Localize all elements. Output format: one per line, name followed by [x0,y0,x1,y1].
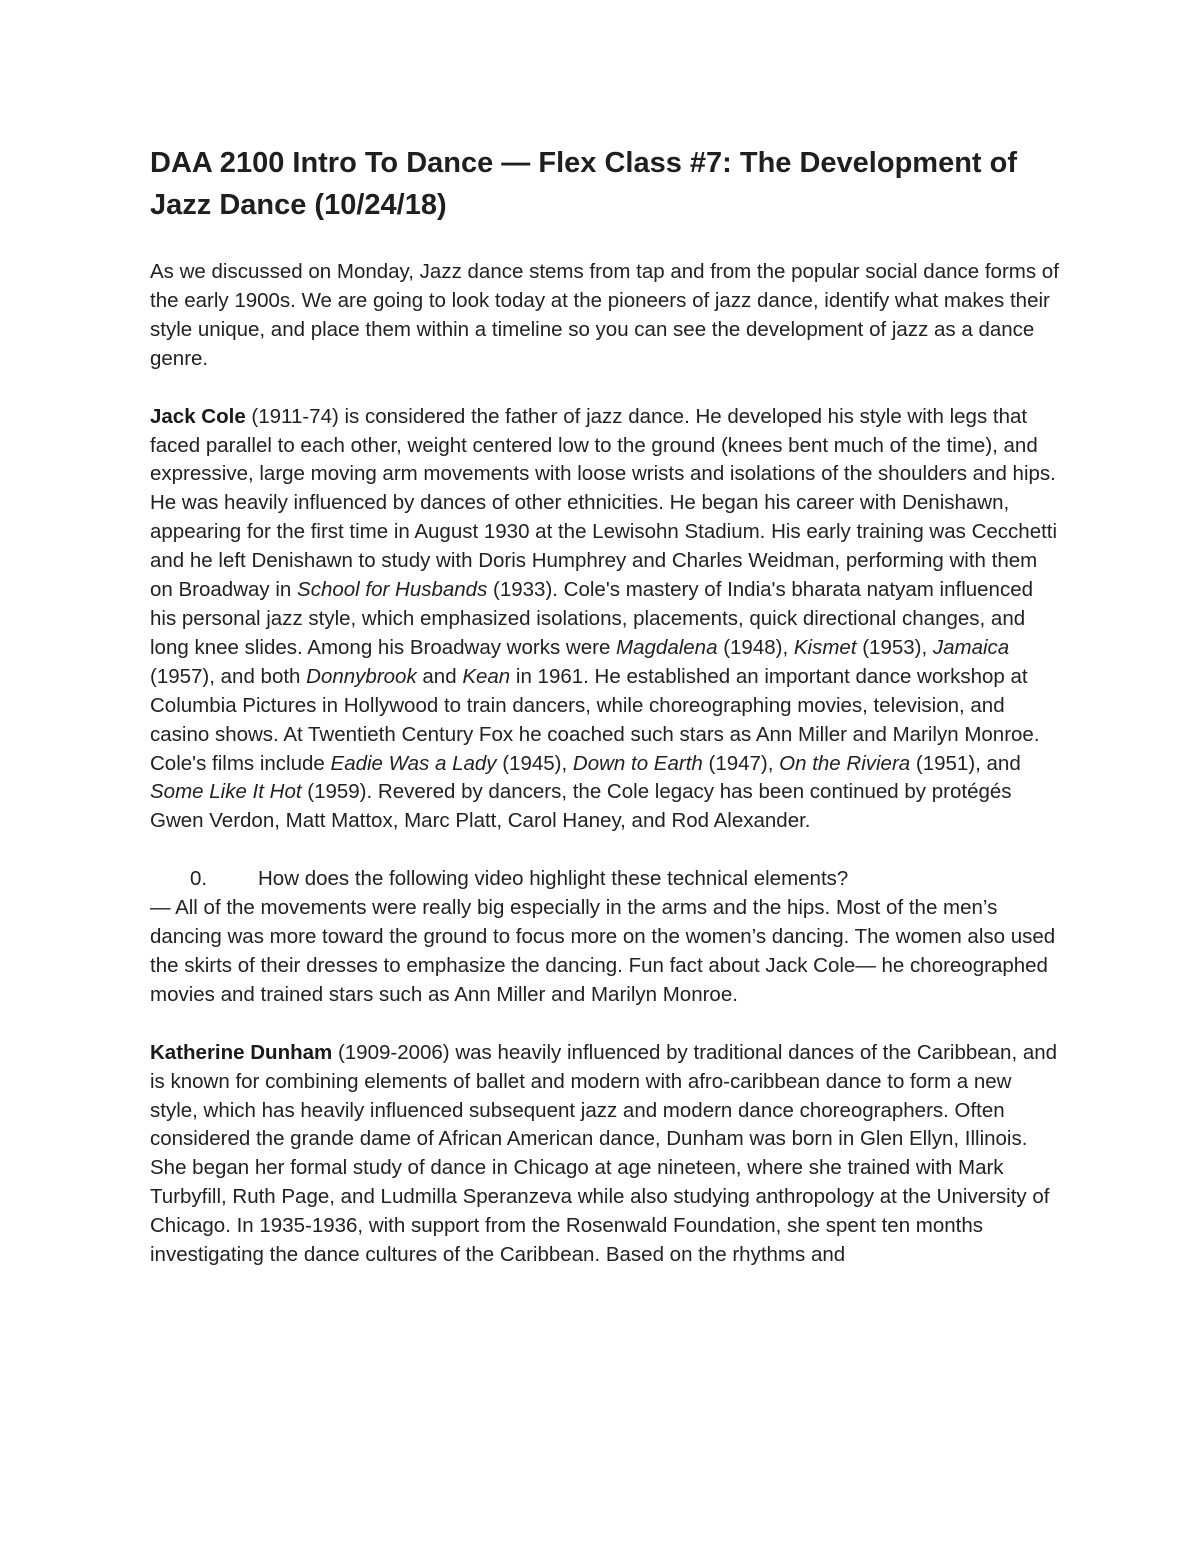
cole-film-some-like-it-hot: Some Like It Hot [150,780,302,804]
cole-text-4: (1953), [856,635,933,659]
cole-film-on-the-riviera: On the Riviera [779,751,911,775]
cole-film-eadie-was-a-lady: Eadie Was a Lady [330,751,497,775]
document-page [150,142,1060,1270]
jack-cole-paragraph [150,403,1060,837]
cole-text-7: in 1961. He established an important dance workshop at Columbia Pictures in Hollywood to train dancers, while choreographing movies, television, and casino shows. At Twentieth Century Fox he coached such stars as Ann Miller and Marilyn Monroe. Cole's films include [150,664,1040,775]
cole-text-2: (1933). Cole's mastery of India's bharata natyam influenced his personal jazz style, which emphasized isolations, placements, quick directional changes, and long knee slides. Among his Broadway works were [150,578,1034,659]
cole-work-kean: Kean [462,664,511,688]
question-item [150,865,1060,894]
cole-work-school-for-husbands: School for Husbands [297,578,488,602]
katherine-dunham-name: Katherine Dunham [150,1040,333,1064]
cole-work-kismet: Kismet [793,635,857,659]
cole-text-3: (1948), [717,635,794,659]
cole-text-8: (1945), [496,751,573,775]
cole-text-9: (1947), [702,751,780,775]
cole-work-jamaica: Jamaica [932,635,1010,659]
cole-text-11: (1959). Revered by dancers, the Cole legacy has been continued by protégés Gwen Verdon, Matt Mattox, Marc Platt, Carol Haney, and Rod Alexander. [150,780,1012,833]
cole-text-5: (1957), and both [150,664,307,688]
question-text: How does the following video highlight these technical elements? [258,867,849,891]
cole-text-6: and [416,664,463,688]
cole-work-magdalena: Magdalena [616,635,718,659]
cole-work-donnybrook: Donnybrook [306,664,417,688]
intro-paragraph: As we discussed on Monday, Jazz dance stems from tap and from the popular social dance forms of the early 1900s. We are going to look today at the pioneers of jazz dance, identify what makes their style unique, and place them within a timeline so you can see the development of jazz as a dance genre. [150,260,1059,370]
question-number: 0. [190,867,208,891]
cole-text-10: (1951), and [910,751,1021,775]
katherine-dunham-paragraph [150,1039,1060,1270]
cole-text-1: (1911-74) is considered the father of jazz dance. He developed his style with legs that faced parallel to each other, weight centered low to the ground (knees bent much of the time), and expressive, large moving arm movements with loose wrists and isolations of the shoulders and hips. He was heavily influenced by dances of other ethnicities. He began his career with Denishawn, appearing for the first time in August 1930 at the Lewisohn Stadium. His early training was Cecchetti and he left Denishawn to study with Doris Humphrey and Charles Weidman, performing with them on Broadway in [150,404,1058,602]
document-title: DAA 2100 Intro To Dance — Flex Class #7: The Development of Jazz Dance (10/24/18) [150,147,1017,221]
jack-cole-name: Jack Cole [150,404,246,428]
answer-paragraph: — All of the movements were really big especially in the arms and the hips. Most of the men’s dancing was more toward the ground to focus more on the women’s dancing. The women also used the skirts of their dresses to emphasize the dancing. Fun fact about Jack Cole— he choreographed movies and trained stars such as Ann Miller and Marilyn Monroe. [150,896,1056,1006]
cole-film-down-to-earth: Down to Earth [572,751,703,775]
dunham-text: (1909-2006) was heavily influenced by traditional dances of the Caribbean, and is known for combining elements of ballet and modern with afro-caribbean dance to form a new style, which has heavily influenced subsequent jazz and modern dance choreographers. Often considered the grande dame of African American dance, Dunham was born in Glen Ellyn, Illinois. She began her formal study of dance in Chicago at age nineteen, where she trained with Mark Turbyfill, Ruth Page, and Ludmilla Speranzeva while also studying anthropology at the University of Chicago. In 1935-1936, with support from the Rosenwald Foundation, she spent ten months investigating the dance cultures of the Caribbean. Based on the rhythms and [150,1040,1058,1267]
